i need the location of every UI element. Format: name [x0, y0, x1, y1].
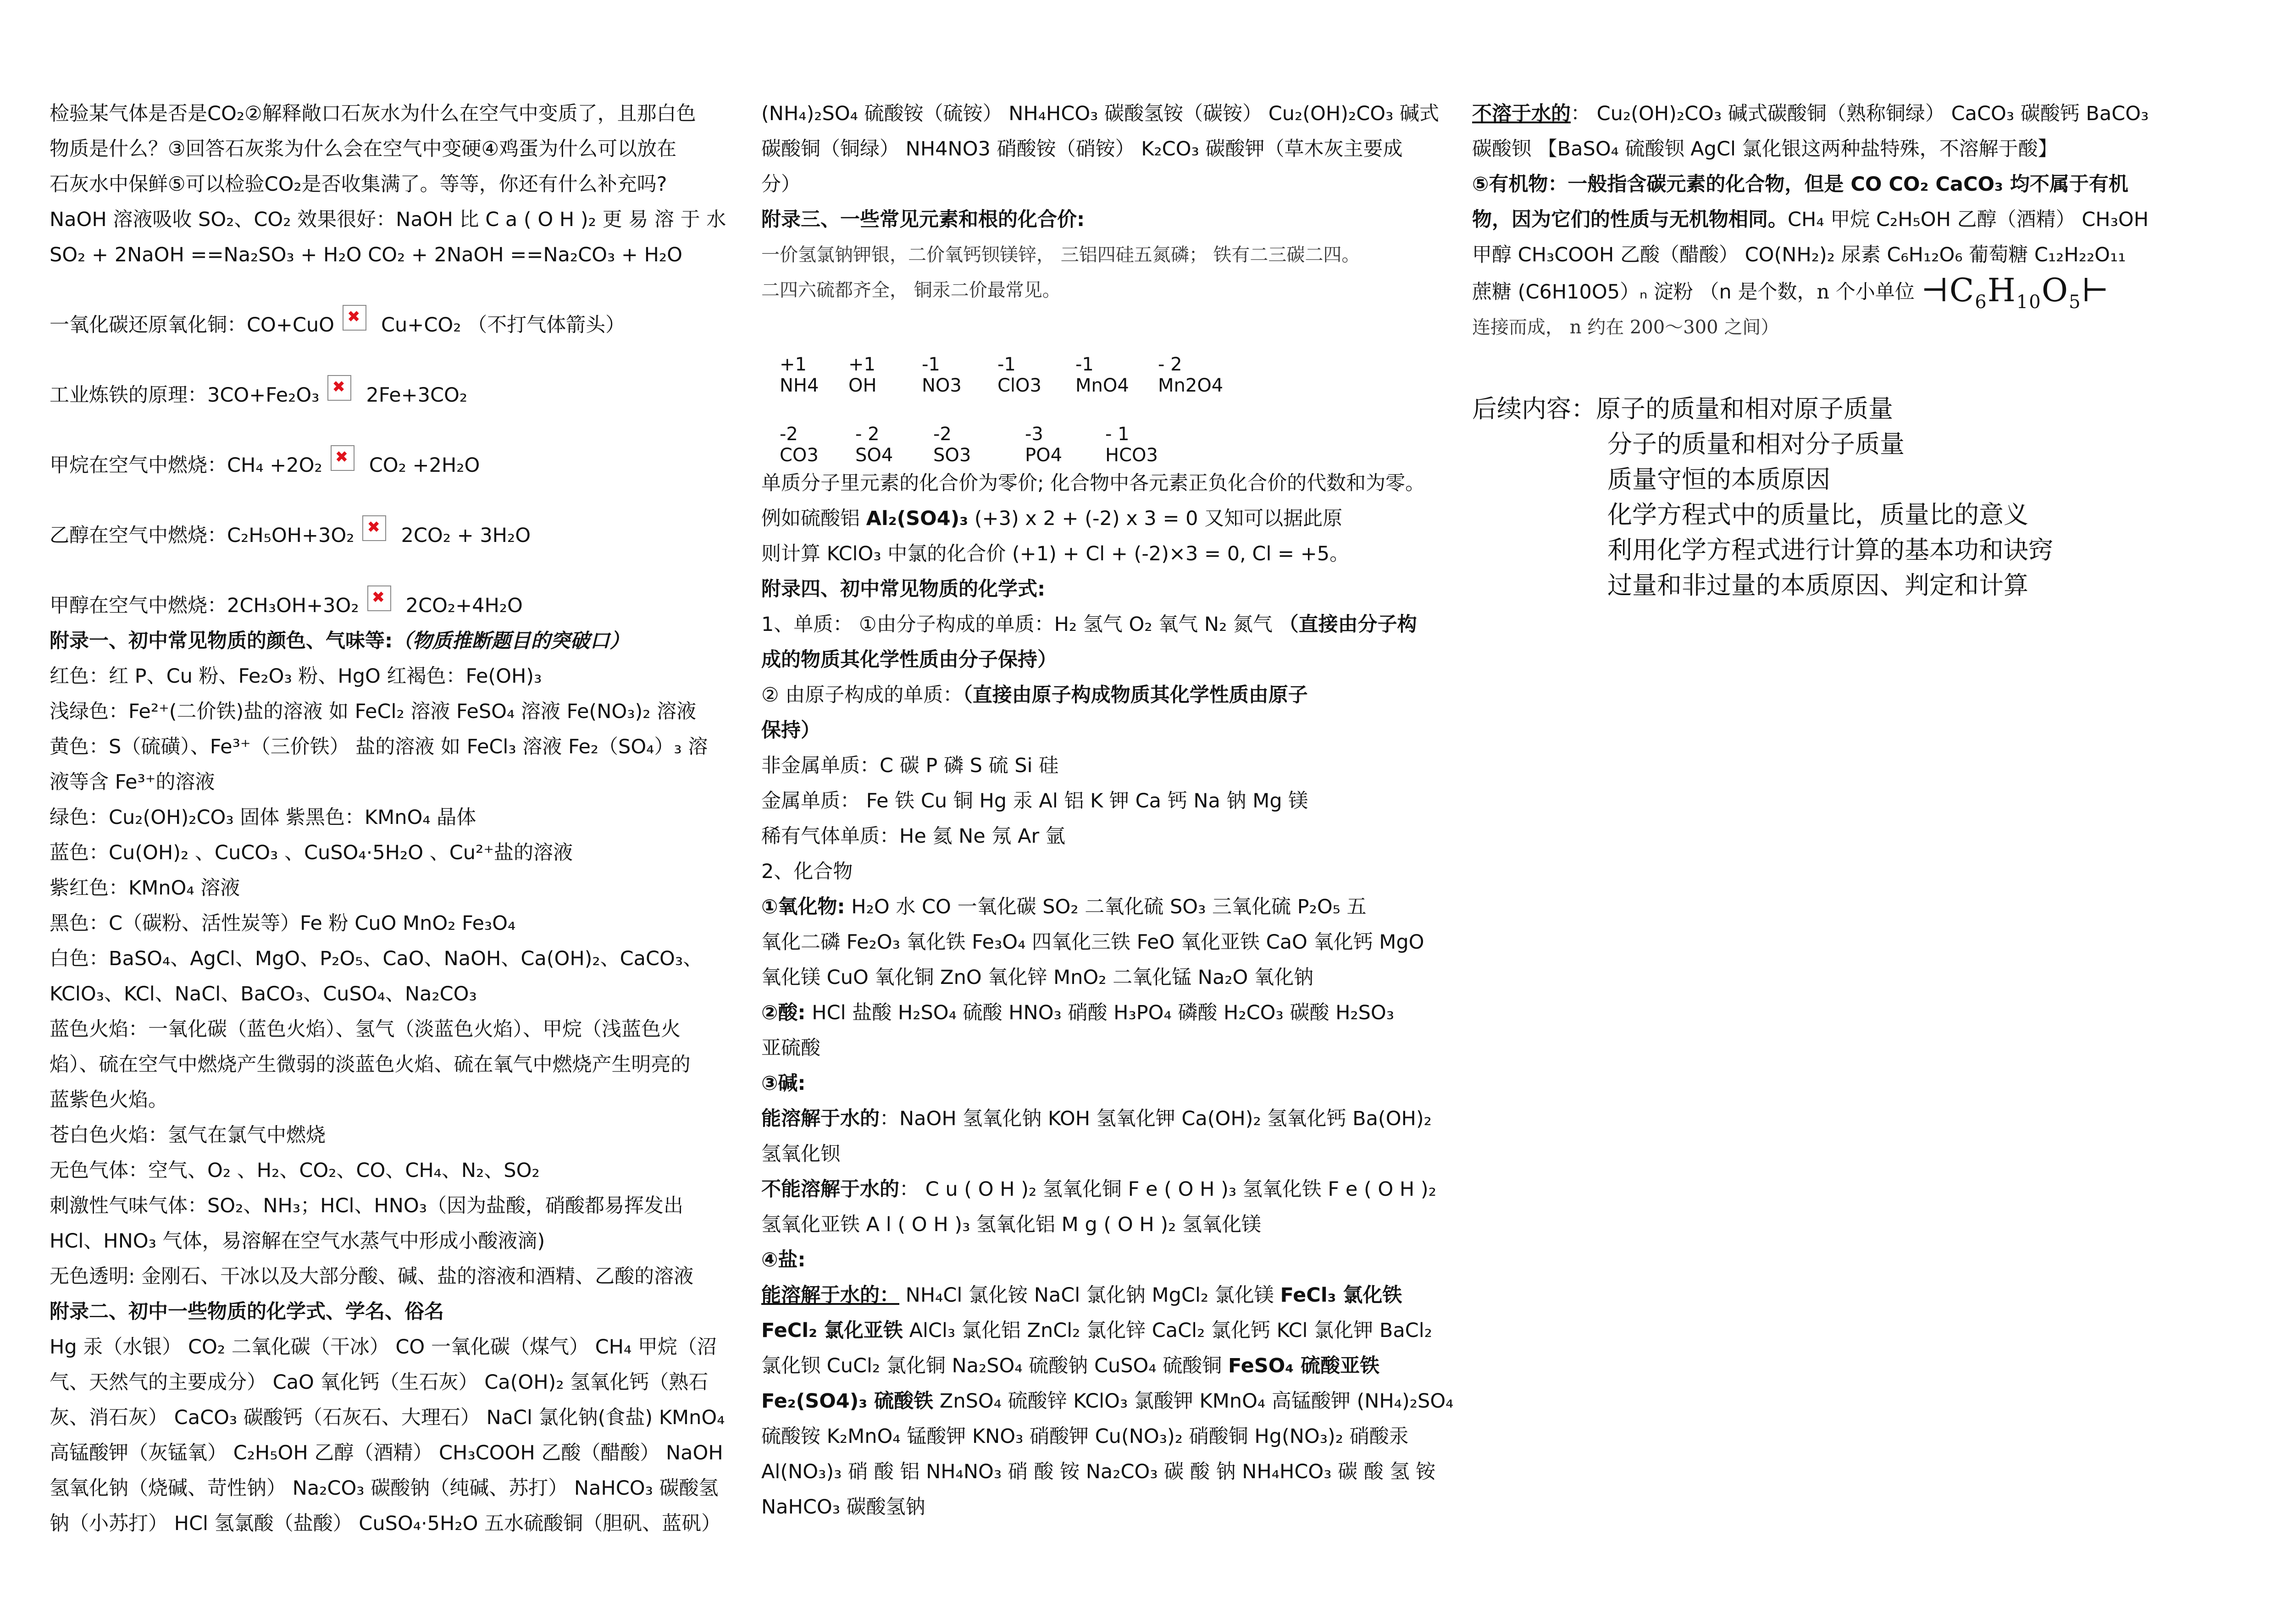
heading-text: 附录一、初中常见物质的颜色、气味等: — [50, 630, 393, 652]
text-line: 高锰酸钾（灰锰氧） C₂H₅OH 乙醇（酒精） CH₃COOH 乙酸（醋酸） NaOH — [50, 1442, 723, 1464]
text-line: 黑色：C（碳粉、活性炭等）Fe 粉 CuO MnO₂ Fe₃O₄ — [50, 912, 516, 935]
text-line: 灰、消石灰） CaCO₃ 碳酸钙（石灰石、大理石） NaCl 氯化钠(食盐) KMnO₄ — [50, 1406, 725, 1429]
text-line: 浅绿色：Fe²⁺(二价铁)盐的溶液 如 FeCl₂ 溶液 FeSO₄ 溶液 Fe(NO₃)₂ 溶液 — [50, 700, 697, 723]
text-span: HCl 盐酸 H₂SO₄ 硫酸 HNO₃ 硝酸 H₃PO₄ 磷酸 H₂CO₃ 碳酸 H₂SO₃ — [805, 1001, 1395, 1024]
radical-name: Mn2O4 — [1158, 375, 1224, 396]
appendix-2-heading: 附录二、初中一些物质的化学式、学名、俗名 — [50, 1300, 444, 1323]
text-line: 刺激性气味气体：SO₂、NH₃；HCl、HNO₃（因为盐酸，硝酸都易挥发出 — [50, 1194, 684, 1217]
text-span: ： Cu₂(OH)₂CO₃ 碱式碳酸铜（熟称铜绿） CaCO₃ 碳酸钙 BaCO₃ — [1571, 102, 2149, 125]
text-line: 紫红色：KMnO₄ 溶液 — [50, 877, 240, 900]
valence-row — [780, 354, 1458, 375]
text-span: ：NaOH 氢氧化钠 KOH 氢氧化钾 Ca(OH)₂ 氢氧化钙 Ba(OH)₂ — [880, 1107, 1432, 1130]
later-item: 过量和非过量的本质原因、判定和计算 — [1607, 571, 2028, 600]
equation-right: CO₂ +2H₂O — [369, 454, 480, 477]
equation-left: 甲烷在空气中燃烧：CH₄ +2O₂ — [50, 454, 322, 477]
valence-value: -1 — [1075, 354, 1094, 375]
column-middle — [761, 96, 1458, 1525]
text-line: Al(NO₃)₃ 硝 酸 铝 NH₄NO₃ 硝 酸 铵 Na₂CO₃ 碳 酸 钠 NH₄HCO₃ 碳 酸 氢 铵 — [761, 1460, 1436, 1483]
text-line: 保持） — [761, 719, 820, 742]
valence-rhyme: 一价氢氯钠钾银，二价氧钙钡镁锌， 三铝四硅五氮磷； 铁有二三碳二四。 — [761, 244, 1360, 265]
section-label: ④盐: — [761, 1248, 806, 1271]
text-line: 苍白色火焰：氢气在氯气中燃烧 — [50, 1124, 326, 1147]
text-line: 焰）、硫在空气中燃烧产生微弱的淡蓝色火焰、硫在氧气中燃烧产生明亮的 — [50, 1053, 691, 1076]
text-span-bold: （直接由原子构成物质其化学性质由原子 — [963, 684, 1308, 707]
later-content — [1472, 462, 2188, 497]
radical-name: ClO3 — [997, 375, 1041, 396]
text-line: 无色透明: 金刚石、干冰以及大部分酸、碱、盐的溶液和酒精、乙酸的溶液 — [50, 1265, 694, 1288]
radical-row — [780, 445, 1458, 466]
text-span-bold: FeCl₂ 氯化亚铁 — [761, 1319, 903, 1342]
text-span: ZnSO₄ 硫酸锌 KClO₃ 氯酸钾 KMnO₄ 高锰酸钾 (NH₄)₂SO₄ — [933, 1390, 1454, 1413]
text-line: SO₂ + 2NaOH ==Na₂SO₃ + H₂O CO₂ + 2NaOH ==Na₂CO₃ + H₂O — [50, 243, 683, 266]
text-line: 甲醇 CH₃COOH 乙酸（醋酸） CO(NH₂)₂ 尿素 C₆H₁₂O₆ 葡萄糖 C₁₂H₂₂O₁₁ — [1472, 243, 2126, 266]
radical-name: SO3 — [933, 445, 971, 466]
text-line: 氢氧化亚铁 A l ( O H )₃ 氢氧化铝 M g ( O H )₂ 氢氧化镁 — [761, 1213, 1262, 1236]
valence-rhyme: 二四六硫都齐全， 铜汞二价最常见。 — [761, 280, 1061, 301]
text-line: 蓝色火焰：一氧化碳（蓝色火焰）、氢气（淡蓝色火焰）、甲烷（浅蓝色火 — [50, 1018, 681, 1041]
text-line: 2、化合物 — [761, 860, 853, 883]
text-span: NH₄Cl 氯化铵 NaCl 氯化钠 MgCl₂ 氯化镁 — [899, 1284, 1280, 1307]
text-line — [761, 607, 1458, 642]
text-line: 气、天然气的主要成分） CaO 氧化钙（生石灰） Ca(OH)₂ 氢氧化钙（熟石 — [50, 1371, 709, 1394]
text-line: 亚硫酸 — [761, 1037, 820, 1060]
text-span: 蔗糖 (C6H10O5）ₙ 淀粉 （n 是个数， — [1472, 281, 1817, 304]
text-line: 成的物质其化学性质由分子保持） — [761, 648, 1057, 671]
text-span: CH₄ 甲烷 C₂H₅OH 乙醇（酒精） CH₃OH — [1788, 208, 2149, 231]
text-line — [761, 1101, 1458, 1137]
text-span-bold: （直接由分子构 — [1279, 613, 1417, 636]
text-span: (+3) x 2 + (-2) x 3 = 0 又知可以据此原 — [968, 507, 1343, 530]
later-item: 质量守恒的本质原因 — [1607, 465, 1830, 494]
broken-image-icon — [343, 305, 366, 331]
text-line: 碳酸钡 【BaSO₄ 硫酸钡 AgCl 氯化银这两种盐特殊，不溶解于酸】 — [1472, 138, 2058, 160]
equation-left: 一氧化碳还原氧化铜：CO+CuO — [50, 314, 335, 337]
broken-image-icon — [362, 515, 386, 541]
equation-co-reduce-cuo — [50, 305, 724, 343]
text-line: 碳酸铜（铜绿） NH4NO3 硝酸铵（硝铵） K₂CO₃ 碳酸钾（草木灰主要成 — [761, 138, 1403, 160]
equation-right: 2CO₂ + 3H₂O — [401, 524, 531, 547]
equation-iron-smelting — [50, 375, 724, 413]
text-line: 连接而成， n 约在 200～300 之间） — [1472, 317, 1779, 338]
text-line: 氧化二磷 Fe₂O₃ 氧化铁 Fe₃O₄ 四氧化三铁 FeO 氧化亚铁 CaO 氧化钙 MgO — [761, 931, 1424, 954]
radical-name: PO4 — [1025, 445, 1063, 466]
column-right — [1472, 96, 2188, 603]
later-content — [1472, 426, 2188, 462]
radical-name: MnO4 — [1075, 375, 1129, 396]
text-line: NaHCO₃ 碳酸氢钠 — [761, 1496, 925, 1519]
text-line: 蓝色：Cu(OH)₂ 、CuCO₃ 、CuSO₄·5H₂O 、Cu²⁺盐的溶液 — [50, 841, 573, 864]
later-item: 分子的质量和相对分子质量 — [1607, 430, 1905, 458]
valence-value: -2 — [780, 424, 798, 445]
text-line: 单质分子里元素的化合价为零价; 化合物中各元素正负化合价的代数和为零。 — [761, 472, 1425, 495]
text-line — [761, 1384, 1458, 1419]
radical-name: HCO3 — [1105, 445, 1158, 466]
text-line — [761, 678, 1458, 713]
text-line — [761, 1278, 1458, 1313]
later-heading: 后续内容： — [1472, 394, 1596, 423]
text-span: ② 由原子构成的单质： — [761, 684, 963, 707]
text-line: KClO₃、KCl、NaCl、BaCO₃、CuSO₄、Na₂CO₃ — [50, 983, 477, 1005]
column-left — [50, 96, 724, 1541]
valence-value: -3 — [1025, 424, 1043, 445]
text-line: 金属单质： Fe 铁 Cu 铜 Hg 汞 Al 铝 K 钾 Ca 钙 Na 钠 Mg 镁 — [761, 790, 1308, 812]
section-label: ③碱: — [761, 1072, 806, 1095]
text-line: HCl、HNO₃ 气体，易溶解在空气水蒸气中形成小酸液滴) — [50, 1230, 545, 1253]
text-line: 绿色：Cu₂(OH)₂CO₃ 固体 紫黑色：KMnO₄ 晶体 — [50, 806, 476, 829]
section-label: 不溶于水的 — [1472, 102, 1571, 125]
text-line: 氢氧化钠（烧碱、苛性钠） Na₂CO₃ 碳酸钠（纯碱、苏打） NaHCO₃ 碳酸氢 — [50, 1477, 719, 1500]
text-line — [1472, 96, 2188, 132]
text-line: 无色气体：空气、O₂ 、H₂、CO₂、CO、CH₄、N₂、SO₂ — [50, 1159, 540, 1182]
equation-right: Cu+CO₂ （不打气体箭头） — [381, 314, 626, 337]
valence-row — [780, 424, 1458, 445]
text-line: 物质是什么？③回答石灰浆为什么会在空气中变硬④鸡蛋为什么可以放在 — [50, 138, 677, 160]
section-label: 能溶解于水的： — [761, 1284, 899, 1307]
text-line: ⑤有机物：一般指含碳元素的化合物，但是 CO CO₂ CaCO₃ 均不属于有机 — [1472, 173, 2128, 196]
text-span: ： C u ( O H )₂ 氢氧化铜 F e ( O H )₃ 氢氧化铁 F e ( O H )₂ — [899, 1178, 1436, 1201]
text-span: n 个小单位 — [1817, 281, 1915, 304]
text-line: 硫酸铵 K₂MnO₄ 锰酸钾 KNO₃ 硝酸钾 Cu(NO₃)₂ 硝酸铜 Hg(NO₃)₂ 硝酸汞 — [761, 1425, 1409, 1448]
later-item: 利用化学方程式进行计算的基本功和诀窍 — [1607, 536, 2053, 564]
formula-bold: Al₂(SO4)₃ — [866, 507, 969, 530]
text-line — [1472, 271, 2188, 313]
text-line: 稀有气体单质：He 氦 Ne 氖 Ar 氩 — [761, 825, 1065, 848]
later-content — [1472, 532, 2188, 568]
text-span: 例如硫酸铝 — [761, 507, 866, 530]
text-line — [761, 1172, 1458, 1207]
text-line: 氧化镁 CuO 氧化铜 ZnO 氧化锌 MnO₂ 二氧化锰 Na₂O 氧化钠 — [761, 966, 1314, 989]
radical-name: NH4 — [780, 375, 819, 396]
section-label: 能溶解于水的 — [761, 1107, 880, 1130]
valence-value: +1 — [848, 354, 875, 375]
valence-value: - 2 — [855, 424, 880, 445]
text-line: 氢氧化钡 — [761, 1143, 840, 1166]
later-content — [1472, 497, 2188, 532]
text-line: 非金属单质：C 碳 P 磷 S 硫 Si 硅 — [761, 754, 1059, 777]
text-line: NaOH 溶液吸收 SO₂、CO₂ 效果很好：NaOH 比 C a ( O H )₂ 更 易 溶 于 水 — [50, 208, 726, 231]
text-line: (NH₄)₂SO₄ 硫酸铵（硫铵） NH₄HCO₃ 碳酸氢铵（碳铵） Cu₂(OH)₂CO₃ 碱式 — [761, 102, 1440, 125]
text-line: 液等含 Fe³⁺的溶液 — [50, 771, 215, 794]
equation-left: 工业炼铁的原理：3CO+Fe₂O₃ — [50, 384, 320, 407]
valence-value: -2 — [933, 424, 952, 445]
text-line: 石灰水中保鲜⑤可以检验CO₂是否收集满了。等等，你还有什么补充吗? — [50, 173, 667, 196]
text-line — [1472, 202, 2188, 238]
text-line — [761, 995, 1458, 1031]
text-line: 则计算 KClO₃ 中氯的化合价 (+1) + Cl + (-2)×3 = 0, Cl = +5。 — [761, 542, 1350, 565]
text-line: 白色：BaSO₄、AgCl、MgO、P₂O₅、CaO、NaOH、Ca(OH)₂、CaCO₃、 — [50, 947, 703, 970]
text-span-bold: FeCl₃ 氯化铁 — [1280, 1284, 1402, 1307]
text-line: 黄色：S（硫磺）、Fe³⁺（三价铁） 盐的溶液 如 FeCl₃ 溶液 Fe₂（SO₄）₃ 溶 — [50, 735, 708, 758]
text-span-bold: 物，因为它们的性质与无机物相同。 — [1472, 208, 1788, 231]
appendix-4-heading: 附录四、初中常见物质的化学式: — [761, 578, 1046, 601]
text-line: 检验某气体是否是CO₂②解释敞口石灰水为什么在空气中变质了，且那白色 — [50, 102, 696, 125]
text-line: 钠（小苏打） HCl 氢氯酸（盐酸） CuSO₄·5H₂O 五水硫酸铜（胆矾、蓝矾） — [50, 1512, 721, 1535]
valence-value: - 2 — [1158, 354, 1182, 375]
heading-note: （物质推断题目的突破口） — [393, 630, 630, 652]
radical-name: NO3 — [922, 375, 962, 396]
equation-right: 2Fe+3CO₂ — [366, 384, 468, 407]
text-line: Hg 汞（水银） CO₂ 二氧化碳（干冰） CO 一氧化碳（煤气） CH₄ 甲烷（沼 — [50, 1336, 717, 1359]
appendix-1-heading — [50, 624, 724, 659]
text-line: 分） — [761, 173, 801, 196]
section-label: ①氧化物: — [761, 895, 845, 918]
text-line: 红色：红 P、Cu 粉、Fe₂O₃ 粉、HgO 红褐色：Fe(OH)₃ — [50, 665, 542, 688]
text-line — [761, 501, 1458, 536]
text-span-bold: Fe₂(SO4)₃ 硫酸铁 — [761, 1390, 934, 1413]
text-span: AlCl₃ 氯化铝 ZnCl₂ 氯化锌 CaCl₂ 氯化钙 KCl 氯化钾 BaCl₂ — [903, 1319, 1432, 1342]
radical-name: SO4 — [855, 445, 893, 466]
text-span-bold: FeSO₄ 硫酸亚铁 — [1228, 1354, 1380, 1377]
radical-name: CO3 — [780, 445, 819, 466]
equation-left: 乙醇在空气中燃烧：C₂H₅OH+3O₂ — [50, 524, 354, 547]
section-label: ②酸: — [761, 1001, 806, 1024]
equation-methane-combustion — [50, 445, 724, 483]
text-span: H₂O 水 CO 一氧化碳 SO₂ 二氧化硫 SO₃ 三氧化硫 P₂O₅ 五 — [845, 895, 1367, 918]
text-line — [761, 889, 1458, 925]
broken-image-icon — [327, 375, 351, 401]
valence-value: -1 — [997, 354, 1016, 375]
equation-ethanol-combustion — [50, 515, 724, 553]
text-span: 氯化钡 CuCl₂ 氯化铜 Na₂SO₄ 硫酸钠 CuSO₄ 硫酸铜 — [761, 1354, 1228, 1377]
later-content — [1472, 391, 2188, 426]
text-line — [761, 1313, 1458, 1348]
valence-value: +1 — [780, 354, 807, 375]
section-label: 不能溶解于水的 — [761, 1178, 899, 1201]
appendix-3-heading: 附录三、一些常见元素和根的化合价: — [761, 208, 1085, 231]
text-line — [761, 1348, 1458, 1384]
equation-right: 2CO₂+4H₂O — [405, 594, 523, 617]
later-item: 化学方程式中的质量比，质量比的意义 — [1607, 500, 2028, 529]
later-item: 原子的质量和相对原子质量 — [1596, 394, 1893, 423]
valence-value: -1 — [922, 354, 940, 375]
text-span: 1、单质： ①由分子构成的单质：H₂ 氢气 O₂ 氧气 N₂ 氮气 — [761, 613, 1279, 636]
valence-value: - 1 — [1105, 424, 1130, 445]
later-content — [1472, 568, 2188, 603]
broken-image-icon — [331, 445, 354, 471]
equation-left: 甲醇在空气中燃烧：2CH₃OH+3O₂ — [50, 594, 359, 617]
text-line: 蓝紫色火焰。 — [50, 1088, 168, 1111]
radical-name: OH — [848, 375, 877, 396]
broken-image-icon — [367, 586, 391, 611]
equation-methanol-combustion — [50, 586, 724, 624]
radical-row — [780, 375, 1458, 396]
starch-unit-formula: $⊣C_6H_{10}O_5⊢$ — [1921, 271, 2110, 313]
